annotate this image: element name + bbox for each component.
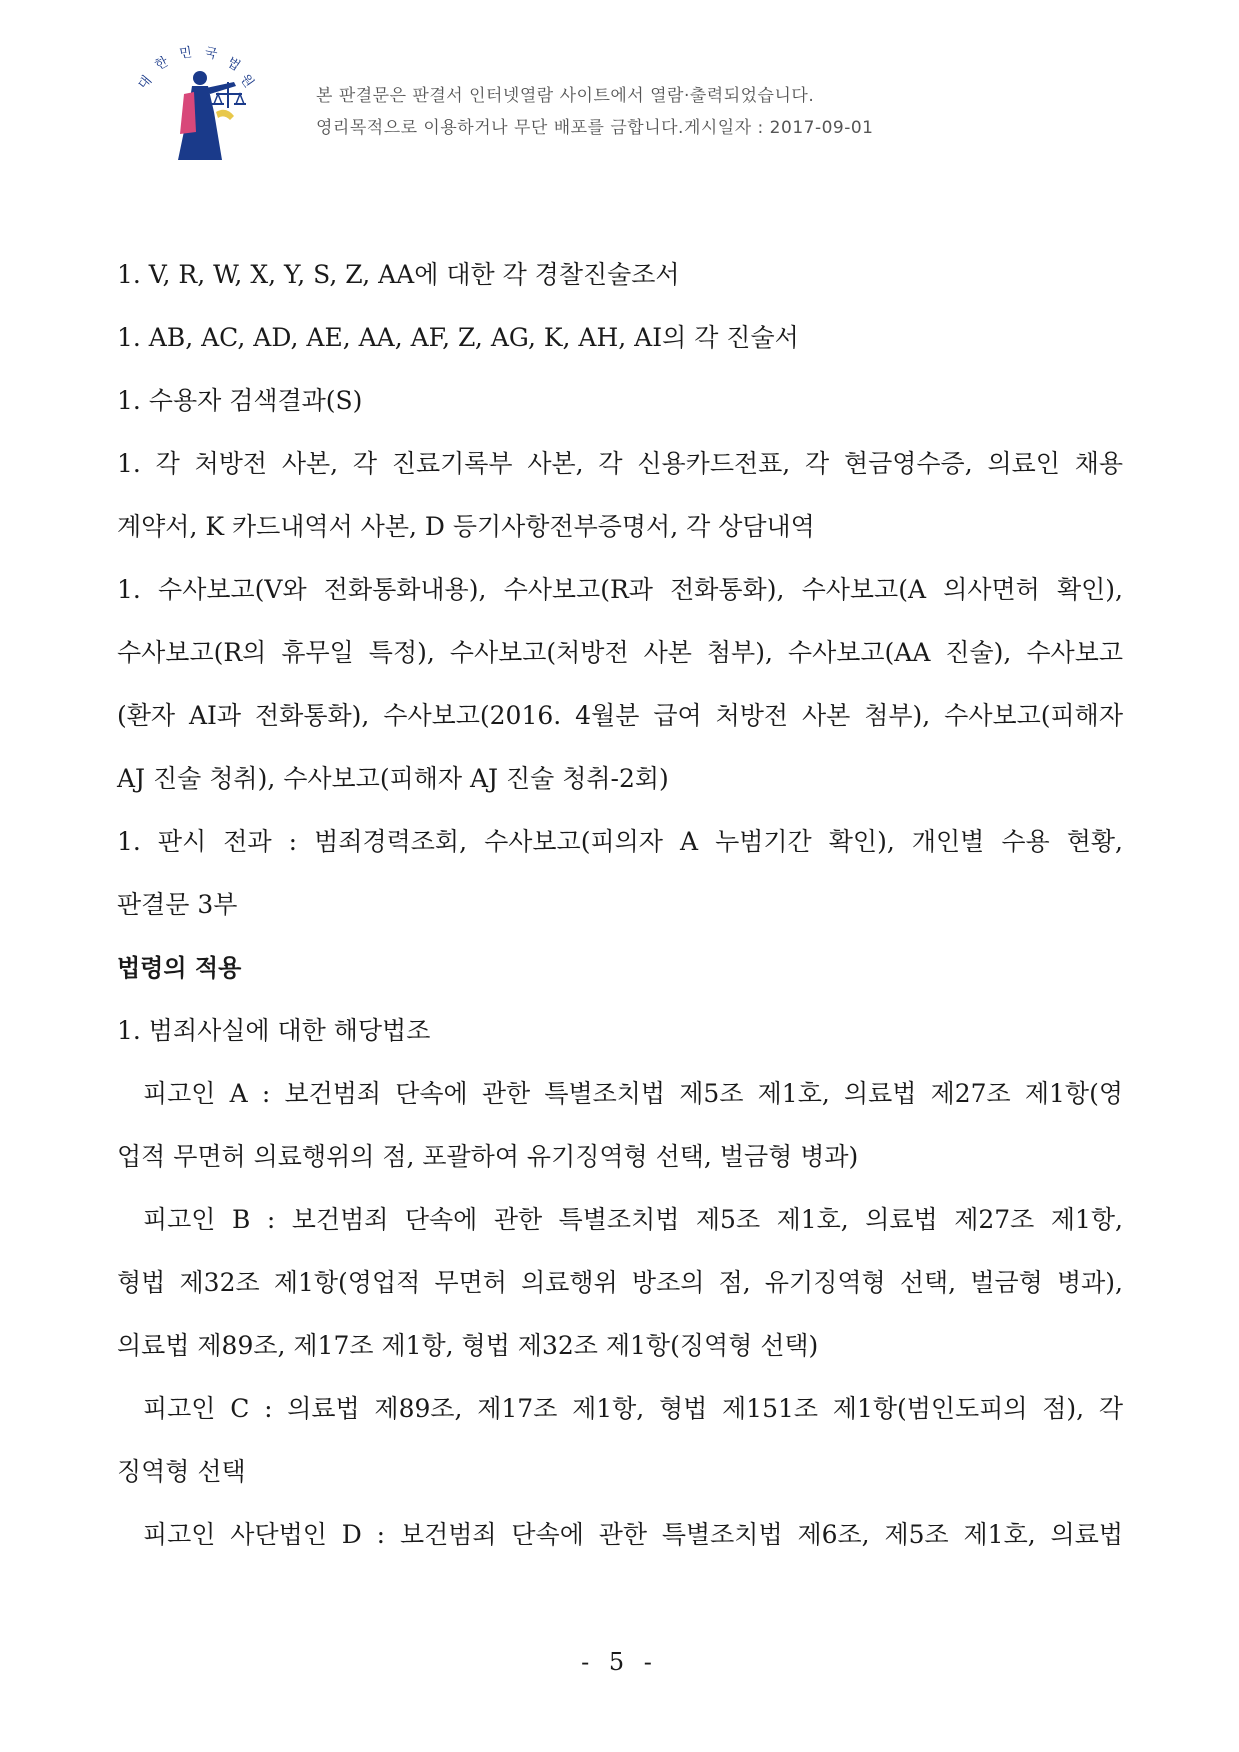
svg-text:한: 한 [152,54,171,74]
usage-notice [316,80,873,144]
section-heading: 법령의 적용 [117,954,242,982]
svg-text:국: 국 [203,45,219,63]
court-seal-logo [130,42,280,167]
svg-text:원: 원 [236,71,257,91]
svg-text:법: 법 [223,54,243,75]
svg-text:민: 민 [178,45,193,62]
page-number: - 5 - [581,1648,658,1676]
notice-line-1: 본 판결문은 판결서 인터넷열람 사이트에서 열람·출력되었습니다. [316,86,815,106]
evidence-line: 1. 각 처방전 사본, 각 진료기록부 사본, 각 신용카드전표, 각 현금영수증, 의료인 채용 [117,449,1123,478]
evidence-line: 1. 수사보고(V와 전화통화내용), 수사보고(R과 전화통화), 수사보고(A 의사면허 확인), [117,575,1123,604]
evidence-line: 1. 판시 전과 : 범죄경력조회, 수사보고(피의자 A 누범기간 확인), 개인별 수용 현황, [117,827,1123,856]
notice-line-2: 영리목적으로 이용하거나 무단 배포를 금합니다.게시일자 : 2017-09-01 [316,118,874,138]
evidence-line: 판결문 3부 [117,890,238,919]
document-header [0,0,1239,180]
law-line: 피고인 C : 의료법 제89조, 제17조 제1항, 형법 제151조 제1항(범인도피의 점), 각 [143,1394,1123,1423]
law-line: 피고인 사단법인 D : 보건범죄 단속에 관한 특별조치법 제6조, 제5조 제1호, 의료법 [143,1520,1123,1549]
evidence-line: 수사보고(R의 휴무일 특정), 수사보고(처방전 사본 첨부), 수사보고(AA 진술), 수사보고 [117,638,1123,667]
evidence-line: (환자 AI과 전화통화), 수사보고(2016. 4월분 급여 처방전 사본 첨부), 수사보고(피해자 [117,701,1123,730]
law-line: 피고인 B : 보건범죄 단속에 관한 특별조치법 제5조 제1호, 의료법 제27조 제1항, [143,1205,1123,1234]
evidence-line: 계약서, K 카드내역서 사본, D 등기사항전부증명서, 각 상담내역 [117,512,815,541]
law-line: 1. 범죄사실에 대한 해당법조 [117,1016,431,1045]
law-line: 의료법 제89조, 제17조 제1항, 형법 제32조 제1항(징역형 선택) [117,1331,819,1360]
evidence-line: 1. 수용자 검색결과(S) [117,386,363,415]
document-body [117,255,1123,1578]
law-line: 피고인 A : 보건범죄 단속에 관한 특별조치법 제5조 제1호, 의료법 제27조 제1항(영 [143,1079,1123,1108]
evidence-line: 1. AB, AC, AD, AE, AA, AF, Z, AG, K, AH, AI의 각 진술서 [117,323,799,352]
law-line: 업적 무면허 의료행위의 점, 포괄하여 유기징역형 선택, 벌금형 병과) [117,1142,859,1171]
svg-text:대: 대 [135,73,156,93]
law-line: 형법 제32조 제1항(영업적 무면허 의료행위 방조의 점, 유기징역형 선택, 벌금형 병과), [117,1268,1123,1297]
evidence-line: AJ 진술 청취), 수사보고(피해자 AJ 진술 청취-2회) [117,764,669,793]
law-line: 징역형 선택 [117,1457,246,1486]
evidence-line: 1. V, R, W, X, Y, S, Z, AA에 대한 각 경찰진술조서 [117,260,680,289]
